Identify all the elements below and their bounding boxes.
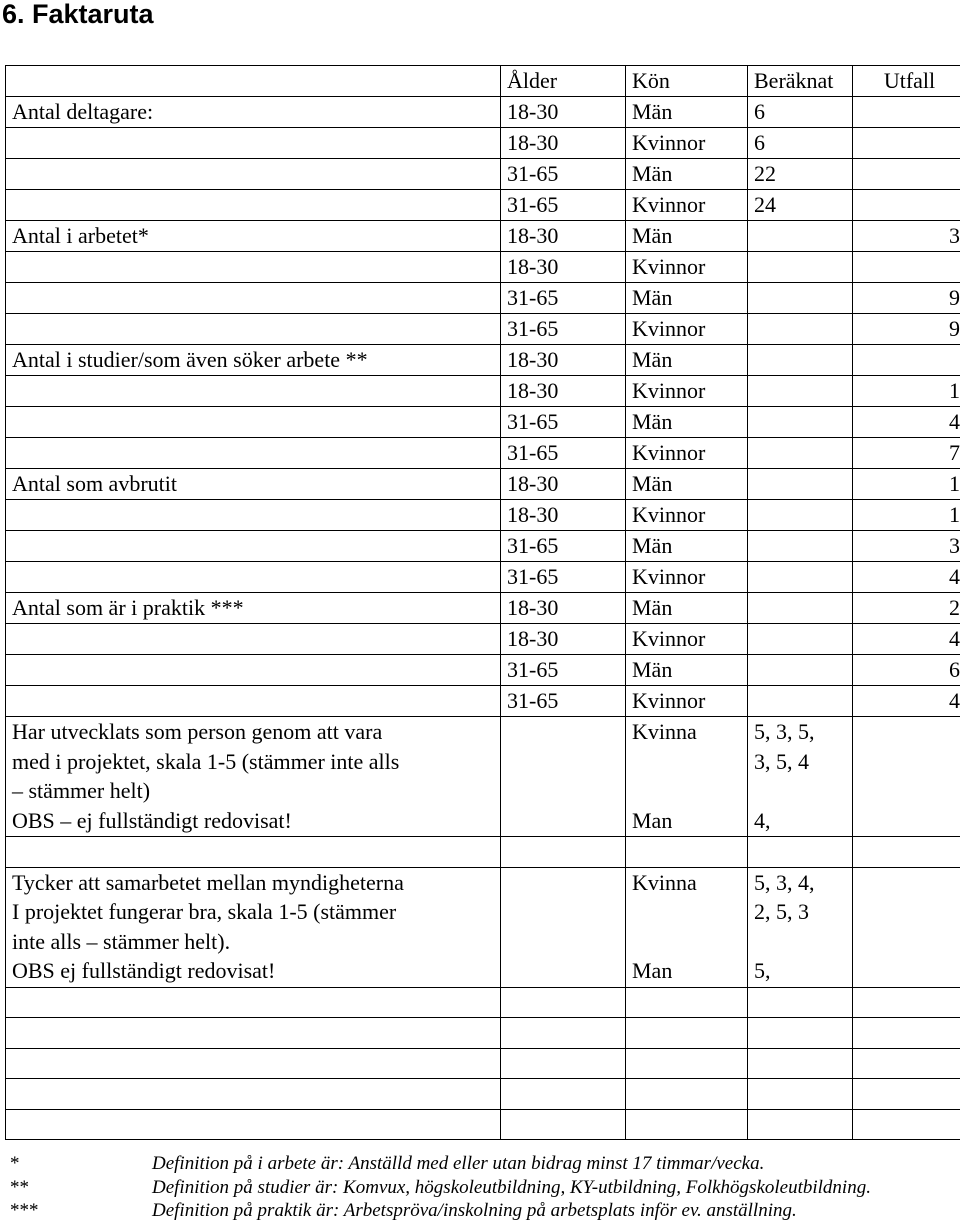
- estimated-cell: [748, 717, 853, 837]
- empty-cell: [6, 837, 501, 868]
- gender-cell: Kvinnor: [626, 624, 748, 655]
- man-label: Man: [632, 958, 673, 983]
- spacer: [632, 927, 747, 957]
- estimated-cell: [748, 407, 853, 438]
- woman-values-line: 3, 5, 4: [754, 748, 809, 774]
- outcome-cell: 3: [853, 531, 960, 562]
- estimated-cell: [748, 438, 853, 469]
- header-empty-cell: [6, 66, 501, 97]
- woman-values-line: 5, 3, 4,: [754, 869, 815, 895]
- age-cell: 31-65: [501, 562, 626, 593]
- table-row: [6, 376, 960, 407]
- row-label: Antal i studier/som även söker arbete **: [6, 345, 501, 376]
- gender-cell: [626, 717, 748, 837]
- label-line: I projektet fungerar bra, skala 1-5 (stämmer: [12, 899, 397, 924]
- cooperation-row-label: [6, 867, 501, 987]
- development-row-label: [6, 717, 501, 837]
- outcome-cell: 9: [853, 314, 960, 345]
- estimated-cell: 24: [748, 190, 853, 221]
- woman-values-line: 2, 5, 3: [754, 899, 809, 924]
- footnote: [10, 1152, 960, 1176]
- empty-row: [6, 1109, 960, 1140]
- empty-cell: [853, 987, 960, 1018]
- outcome-cell: 9: [853, 283, 960, 314]
- footnote-mark: **: [10, 1176, 29, 1198]
- woman-label: Kvinna: [632, 719, 697, 744]
- table-row: [6, 128, 960, 159]
- footnote-text: Definition på praktik är: Arbetspröva/inskolning på arbetsplats inför ev. anställning.: [152, 1200, 797, 1221]
- outcome-cell: [853, 252, 960, 283]
- age-cell: 18-30: [501, 624, 626, 655]
- row-label: [6, 438, 501, 469]
- row-label: [6, 314, 501, 345]
- age-cell: 18-30: [501, 376, 626, 407]
- header-estimated: Beräknat: [748, 66, 853, 97]
- gender-cell: Män: [626, 97, 748, 128]
- empty-cell: [748, 837, 853, 868]
- outcome-cell: 6: [853, 655, 960, 686]
- empty-cell: [748, 1018, 853, 1049]
- row-label: [6, 159, 501, 190]
- row-label: [6, 686, 501, 717]
- outcome-cell: 1: [853, 500, 960, 531]
- empty-row: [6, 1048, 960, 1079]
- man-values: 5,: [754, 958, 771, 983]
- empty-cell: [6, 1018, 501, 1049]
- table-row: [6, 469, 960, 500]
- spacer: [754, 927, 852, 957]
- table-row: [6, 593, 960, 624]
- empty-cell: [853, 1018, 960, 1049]
- empty-cell: [6, 987, 501, 1018]
- row-label: [6, 283, 501, 314]
- table-row: [6, 562, 960, 593]
- outcome-cell: [853, 97, 960, 128]
- row-label: [6, 376, 501, 407]
- age-cell: 18-30: [501, 593, 626, 624]
- label-line: inte alls – stämmer helt).: [12, 928, 231, 954]
- empty-cell: [501, 837, 626, 868]
- table-row: [6, 624, 960, 655]
- gender-cell: Män: [626, 407, 748, 438]
- outcome-cell: 4: [853, 624, 960, 655]
- footnote: [10, 1176, 960, 1200]
- empty-cell: [748, 1109, 853, 1140]
- table-row: [6, 97, 960, 128]
- row-label: [6, 562, 501, 593]
- label-line: OBS ej fullständigt redovisat!: [12, 958, 276, 983]
- row-label: [6, 190, 501, 221]
- outcome-cell: [853, 717, 960, 837]
- facts-table: [5, 65, 960, 1140]
- empty-cell: [626, 1048, 748, 1079]
- gender-cell: Män: [626, 345, 748, 376]
- age-cell: 18-30: [501, 252, 626, 283]
- empty-cell: [853, 1109, 960, 1140]
- row-label: [6, 252, 501, 283]
- empty-cell: [501, 1079, 626, 1110]
- table-row: [6, 438, 960, 469]
- empty-cell: [853, 1079, 960, 1110]
- empty-row: [6, 1079, 960, 1110]
- estimated-cell: [748, 624, 853, 655]
- outcome-cell: [853, 159, 960, 190]
- footnote-text: Definition på studier är: Komvux, högskoleutbildning, KY-utbildning, Folkhögskoleutbildning.: [152, 1176, 871, 1198]
- empty-cell: [501, 1048, 626, 1079]
- table-row: [6, 407, 960, 438]
- age-cell: [501, 717, 626, 837]
- man-label: Man: [632, 807, 673, 833]
- header-row: [6, 66, 960, 97]
- table-row: [6, 686, 960, 717]
- estimated-cell: [748, 867, 853, 987]
- gender-cell: Kvinnor: [626, 686, 748, 717]
- row-label: [6, 655, 501, 686]
- age-cell: 18-30: [501, 345, 626, 376]
- gender-cell: Kvinnor: [626, 252, 748, 283]
- estimated-cell: [748, 531, 853, 562]
- empty-cell: [501, 1018, 626, 1049]
- gender-cell: [626, 867, 748, 987]
- gender-cell: Män: [626, 283, 748, 314]
- outcome-cell: 4: [853, 562, 960, 593]
- row-label: [6, 531, 501, 562]
- table-row: [6, 531, 960, 562]
- table-row: [6, 314, 960, 345]
- empty-cell: [6, 1048, 501, 1079]
- estimated-cell: [748, 469, 853, 500]
- empty-cell: [626, 1018, 748, 1049]
- empty-cell: [853, 1048, 960, 1079]
- label-line: – stämmer helt): [12, 778, 151, 803]
- empty-cell: [6, 1079, 501, 1110]
- empty-cell: [6, 1109, 501, 1140]
- table-row: [6, 252, 960, 283]
- header-age: Ålder: [501, 66, 626, 97]
- age-cell: 31-65: [501, 159, 626, 190]
- footnote-text: Definition på i arbete är: Anställd med eller utan bidrag minst 17 timmar/vecka.: [152, 1153, 765, 1174]
- estimated-cell: 6: [748, 128, 853, 159]
- gender-cell: Män: [626, 159, 748, 190]
- estimated-cell: [748, 655, 853, 686]
- spacer: [754, 776, 852, 806]
- table-row: [6, 283, 960, 314]
- empty-cell: [748, 1048, 853, 1079]
- estimated-cell: [748, 593, 853, 624]
- outcome-cell: 7: [853, 438, 960, 469]
- outcome-cell: [853, 128, 960, 159]
- gender-cell: Män: [626, 531, 748, 562]
- woman-label: Kvinna: [632, 869, 697, 895]
- outcome-cell: 3: [853, 221, 960, 252]
- label-line: Har utvecklats som person genom att vara: [12, 719, 383, 744]
- footnote: [10, 1199, 960, 1223]
- table-row: [6, 190, 960, 221]
- footnote-mark: ***: [10, 1200, 39, 1221]
- footnote-mark: *: [10, 1153, 20, 1174]
- footnotes: [10, 1152, 960, 1223]
- estimated-cell: [748, 283, 853, 314]
- gender-cell: Män: [626, 655, 748, 686]
- cooperation-row: [6, 867, 960, 987]
- age-cell: 31-65: [501, 190, 626, 221]
- outcome-cell: [853, 345, 960, 376]
- spacer: [632, 897, 747, 927]
- table-row: [6, 221, 960, 252]
- outcome-cell: 1: [853, 469, 960, 500]
- header-gender: Kön: [626, 66, 748, 97]
- row-label: [6, 407, 501, 438]
- outcome-cell: 4: [853, 407, 960, 438]
- table-row: [6, 345, 960, 376]
- gender-cell: Män: [626, 469, 748, 500]
- development-row: [6, 717, 960, 837]
- age-cell: 31-65: [501, 438, 626, 469]
- empty-cell: [626, 837, 748, 868]
- age-cell: 31-65: [501, 314, 626, 345]
- man-values: 4,: [754, 807, 771, 833]
- age-cell: 18-30: [501, 128, 626, 159]
- woman-values-line: 5, 3, 5,: [754, 719, 815, 744]
- outcome-cell: [853, 190, 960, 221]
- age-cell: 18-30: [501, 221, 626, 252]
- outcome-cell: 2: [853, 593, 960, 624]
- empty-cell: [501, 1109, 626, 1140]
- estimated-cell: [748, 500, 853, 531]
- header-outcome: Utfall: [853, 66, 960, 97]
- estimated-cell: [748, 221, 853, 252]
- gender-cell: Män: [626, 221, 748, 252]
- age-cell: 18-30: [501, 469, 626, 500]
- row-label: Antal i arbetet*: [6, 221, 501, 252]
- estimated-cell: [748, 686, 853, 717]
- age-cell: 31-65: [501, 531, 626, 562]
- age-cell: 18-30: [501, 500, 626, 531]
- row-label: [6, 624, 501, 655]
- empty-row: [6, 987, 960, 1018]
- empty-cell: [626, 1079, 748, 1110]
- empty-cell: [853, 837, 960, 868]
- label-line: Tycker att samarbetet mellan myndigheterna: [12, 869, 404, 895]
- gender-cell: Kvinnor: [626, 314, 748, 345]
- age-cell: 31-65: [501, 655, 626, 686]
- estimated-cell: [748, 562, 853, 593]
- estimated-cell: 22: [748, 159, 853, 190]
- row-label: [6, 500, 501, 531]
- spacer: [632, 747, 747, 777]
- outcome-cell: [853, 867, 960, 987]
- label-line: OBS – ej fullständigt redovisat!: [12, 807, 292, 833]
- empty-cell: [626, 1109, 748, 1140]
- gender-cell: Kvinnor: [626, 376, 748, 407]
- gender-cell: Kvinnor: [626, 128, 748, 159]
- empty-cell: [626, 987, 748, 1018]
- gender-cell: Kvinnor: [626, 500, 748, 531]
- table-row: [6, 159, 960, 190]
- row-label: Antal deltagare:: [6, 97, 501, 128]
- gender-cell: Kvinnor: [626, 190, 748, 221]
- empty-cell: [748, 987, 853, 1018]
- label-line: med i projektet, skala 1-5 (stämmer inte alls: [12, 748, 400, 774]
- empty-row: [6, 837, 960, 868]
- estimated-cell: 6: [748, 97, 853, 128]
- facts-table-body: [6, 66, 960, 1140]
- age-cell: 31-65: [501, 283, 626, 314]
- table-row: [6, 655, 960, 686]
- page-heading: 6. Faktaruta: [2, 0, 154, 29]
- estimated-cell: [748, 252, 853, 283]
- age-cell: [501, 867, 626, 987]
- outcome-cell: 4: [853, 686, 960, 717]
- row-label: Antal som avbrutit: [6, 469, 501, 500]
- age-cell: 18-30: [501, 97, 626, 128]
- spacer: [632, 776, 747, 806]
- gender-cell: Kvinnor: [626, 438, 748, 469]
- age-cell: 31-65: [501, 407, 626, 438]
- empty-row: [6, 1018, 960, 1049]
- empty-cell: [748, 1079, 853, 1110]
- outcome-cell: 1: [853, 376, 960, 407]
- gender-cell: Kvinnor: [626, 562, 748, 593]
- row-label: Antal som är i praktik ***: [6, 593, 501, 624]
- table-row: [6, 500, 960, 531]
- estimated-cell: [748, 314, 853, 345]
- estimated-cell: [748, 376, 853, 407]
- gender-cell: Män: [626, 593, 748, 624]
- empty-cell: [501, 987, 626, 1018]
- estimated-cell: [748, 345, 853, 376]
- age-cell: 31-65: [501, 686, 626, 717]
- row-label: [6, 128, 501, 159]
